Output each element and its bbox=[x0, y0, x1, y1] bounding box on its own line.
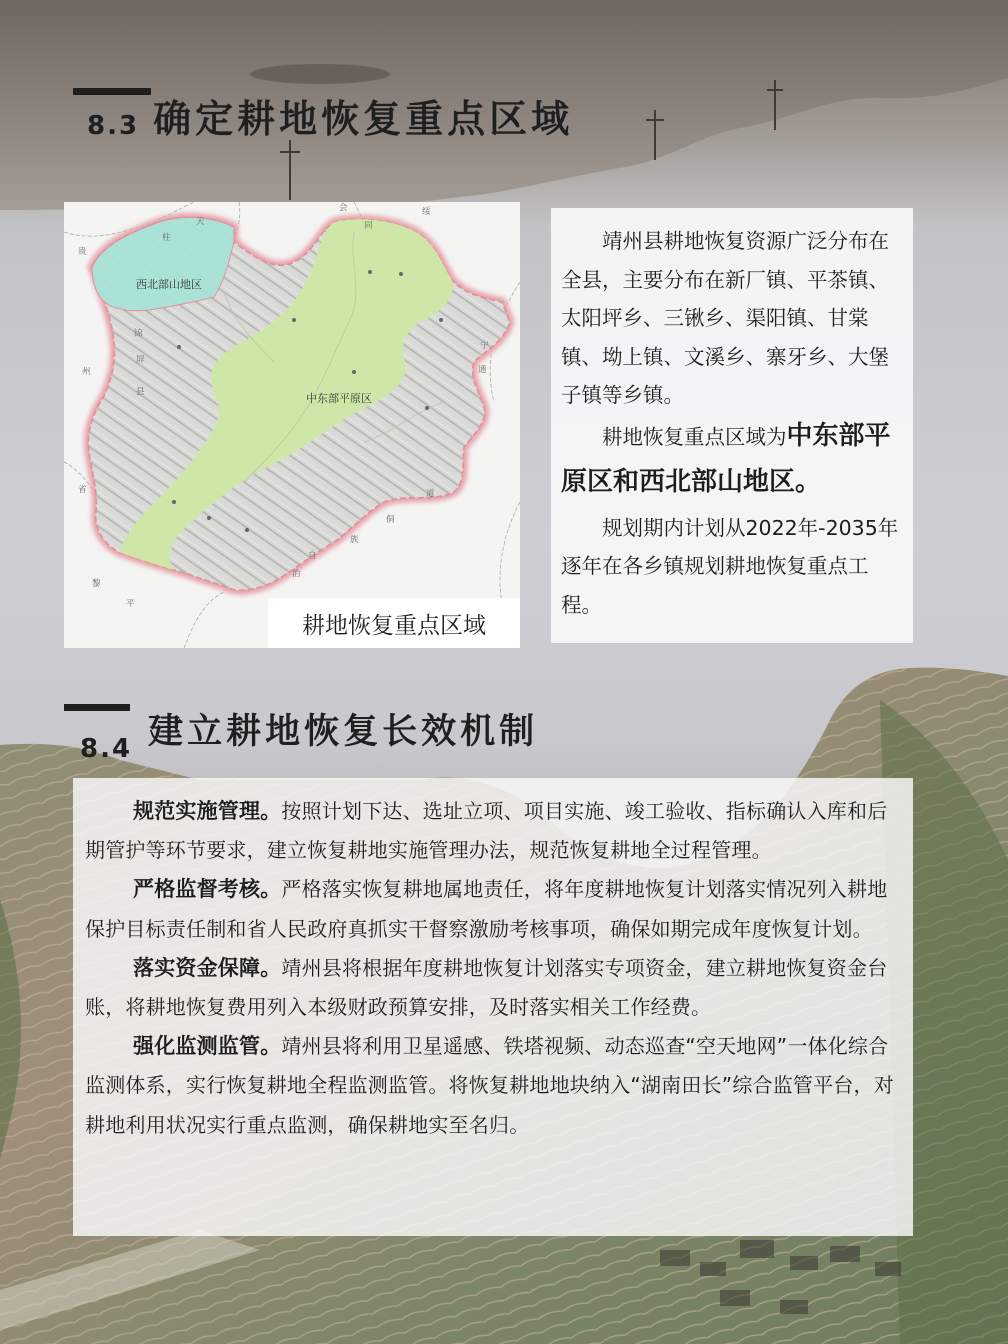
section-title: 建立耕地恢复长效机制 bbox=[148, 712, 539, 752]
neighbor-county-label: 族 bbox=[350, 535, 359, 545]
mechanism-heading: 落实资金保障。 bbox=[133, 955, 282, 980]
intro-paragraph-2-prefix: 耕地恢复重点区域为 bbox=[602, 424, 787, 449]
mechanism-item bbox=[85, 1027, 899, 1145]
neighbor-county-label: 贵 bbox=[78, 247, 87, 257]
neighbor-county-label: 自 bbox=[308, 551, 317, 561]
mechanism-heading: 规范实施管理。 bbox=[133, 799, 282, 823]
neighbor-county-label: 锦 bbox=[134, 329, 143, 339]
neighbor-county-label: 州 bbox=[82, 367, 91, 377]
mechanism-item bbox=[85, 792, 899, 870]
intro-paragraph-2 bbox=[561, 413, 903, 505]
heading-bar bbox=[64, 704, 130, 711]
neighbor-county-label: 县 bbox=[136, 387, 145, 397]
neighbor-county-label: 通 bbox=[478, 365, 487, 375]
neighbor-county-label: 侗 bbox=[386, 515, 395, 525]
intro-paragraph-3: 规划期内计划从2022年-2035年逐年在各乡镇规划耕地恢复重点工程。 bbox=[561, 515, 899, 617]
section-number: 8.3 bbox=[87, 111, 140, 141]
mechanisms-panel bbox=[73, 778, 913, 1236]
neighbor-county-label: 宁 bbox=[480, 341, 489, 351]
section-8-4-heading bbox=[64, 704, 539, 764]
map-panel bbox=[64, 202, 520, 648]
section-title: 确定耕地恢复重点区域 bbox=[153, 97, 574, 141]
intro-text-panel bbox=[551, 208, 913, 643]
northwest-zone-label: 西北部山地区 bbox=[136, 278, 202, 291]
region-map bbox=[64, 202, 520, 648]
heading-bar bbox=[73, 88, 151, 95]
central-east-zone-label: 中东部平原区 bbox=[306, 392, 372, 405]
mechanism-heading: 强化监测监管。 bbox=[133, 1034, 282, 1059]
key-regions-emphasis: 中东部平原区和西北部山地区。 bbox=[561, 420, 891, 497]
neighbor-county-label: 柱 bbox=[162, 233, 171, 243]
section-8-3-heading bbox=[73, 88, 573, 143]
neighbor-county-label: 会 bbox=[339, 203, 348, 213]
neighbor-county-label: 治 bbox=[292, 569, 301, 579]
mechanism-item bbox=[85, 870, 899, 948]
mechanism-body: 严格落实恢复耕地属地责任，将年度耕地恢复计划落实情况列入耕地保护目标责任制和省人民政府真抓实干督察激励考核事项，确保如期完成年度恢复计划。 bbox=[85, 877, 888, 941]
mechanism-body: 靖州县将根据年度耕地恢复计划落实专项资金，建立耕地恢复资金台账，将耕地恢复费用列入本级财政预算安排，及时落实相关工作经费。 bbox=[85, 955, 888, 1020]
mechanism-heading: 严格监督考核。 bbox=[133, 877, 282, 902]
neighbor-county-label: 绥 bbox=[422, 207, 431, 217]
neighbor-county-label: 黎 bbox=[92, 579, 101, 589]
map-caption: 耕地恢复重点区域 bbox=[268, 598, 520, 648]
intro-paragraph-1: 靖州县耕地恢复资源广泛分布在全县，主要分布在新厂镇、平茶镇、太阳坪乡、三锹乡、渠阳镇、甘棠镇、坳上镇、文溪乡、寨牙乡、大堡子镇等乡镇。 bbox=[561, 229, 889, 407]
neighbor-county-label: 道 bbox=[426, 489, 435, 499]
section-number: 8.4 bbox=[80, 734, 133, 764]
mechanism-body: 按照计划下达、选址立项、项目实施、竣工验收、指标确认入库和后期管护等环节要求，建立恢复耕地实施管理办法，规范恢复耕地全过程管理。 bbox=[85, 799, 888, 863]
neighbor-county-label: 同 bbox=[364, 221, 373, 231]
mechanism-item bbox=[85, 949, 899, 1027]
neighbor-county-label: 平 bbox=[126, 599, 135, 609]
neighbor-county-label: 省 bbox=[78, 485, 87, 495]
mechanism-body: 靖州县将利用卫星遥感、铁塔视频、动态巡查“空天地网”一体化综合监测体系，实行恢复耕地全程监测监管。将恢复耕地地块纳入“湖南田长”综合监管平台，对耕地利用状况实行重点监测，确保耕地实至名归。 bbox=[85, 1034, 894, 1137]
neighbor-county-label: 屏 bbox=[136, 355, 145, 365]
neighbor-county-label: 天 bbox=[196, 217, 205, 227]
